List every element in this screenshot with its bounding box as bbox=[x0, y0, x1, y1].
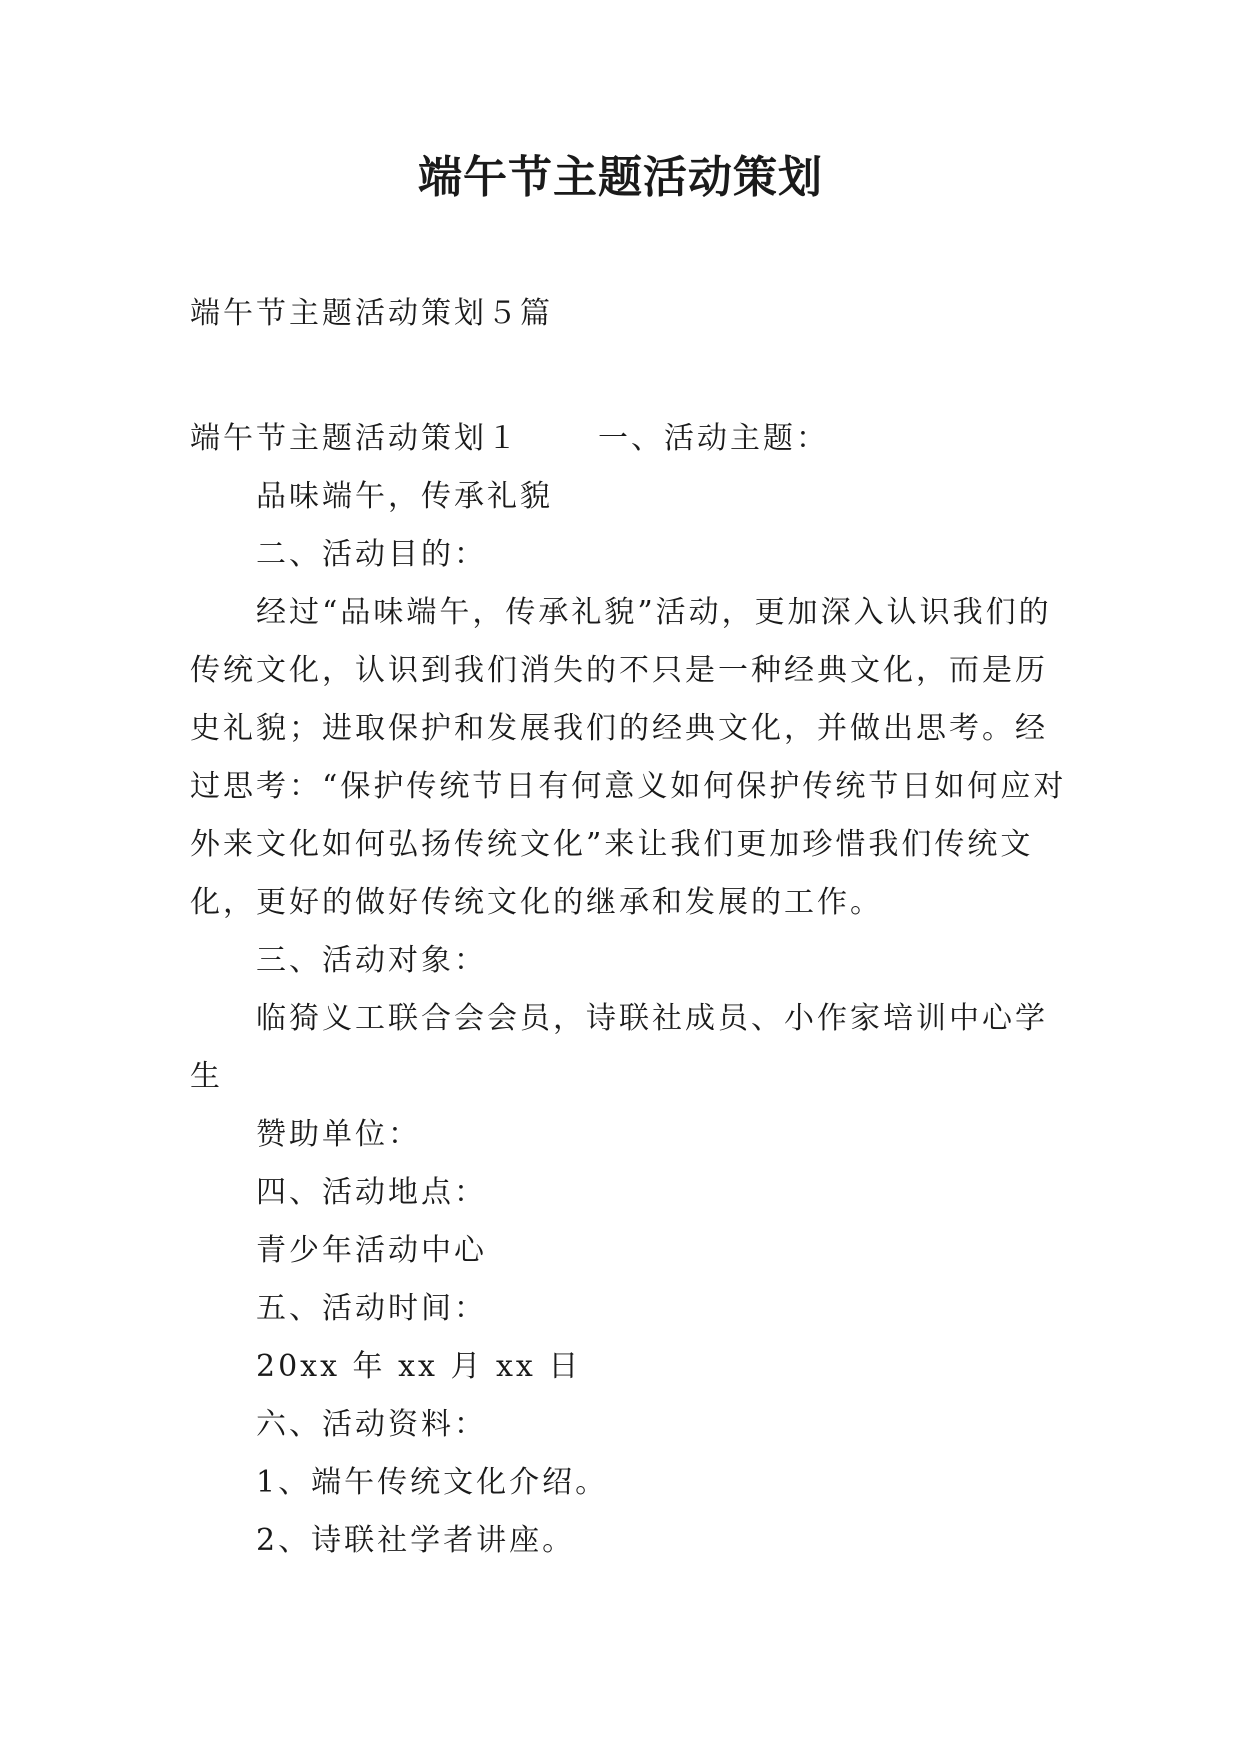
section-5-text: 20xx 年 xx 月 xx 日 bbox=[256, 1349, 582, 1384]
list-item: 1、端午传统文化介绍。 bbox=[256, 1465, 609, 1500]
sponsor-label: 赞助单位： bbox=[256, 1117, 421, 1152]
list-item: 2、诗联社学者讲座。 bbox=[256, 1523, 576, 1558]
plan-heading: 端午节主题活动策划１ bbox=[190, 421, 520, 456]
first-line bbox=[190, 410, 1070, 468]
document-title: 端午节主题活动策划 bbox=[418, 152, 823, 203]
document-body bbox=[190, 410, 1070, 1570]
section-2-heading: 二、活动目的： bbox=[256, 537, 487, 572]
section-4-text: 青少年活动中心 bbox=[256, 1233, 487, 1268]
section-3-text: 临猗义工联合会会员，诗联社成员、小作家培训中心学生 bbox=[190, 1001, 1048, 1094]
section-3-heading: 三、活动对象： bbox=[256, 943, 487, 978]
section-5-heading: 五、活动时间： bbox=[256, 1291, 487, 1326]
section-4-heading: 四、活动地点： bbox=[256, 1175, 487, 1210]
section-1-heading: 一、活动主题： bbox=[598, 421, 829, 456]
document-subtitle: 端午节主题活动策划５篇 bbox=[190, 296, 553, 331]
section-1-text: 品味端午，传承礼貌 bbox=[256, 479, 553, 514]
section-6-heading: 六、活动资料： bbox=[256, 1407, 487, 1442]
section-2-text: 经过“品味端午，传承礼貌”活动，更加深入认识我们的传统文化，认识到我们消失的不只是一种经典文化，而是历史礼貌；进取保护和发展我们的经典文化，并做出思考。经过思考：“保护传统节日有何意义如何保护传统节日如何应对外来文化如何弘扬传统文化”来让我们更加珍惜我们传统文化，更好的做好传统文化的继承和发展的工作。 bbox=[190, 595, 1067, 920]
